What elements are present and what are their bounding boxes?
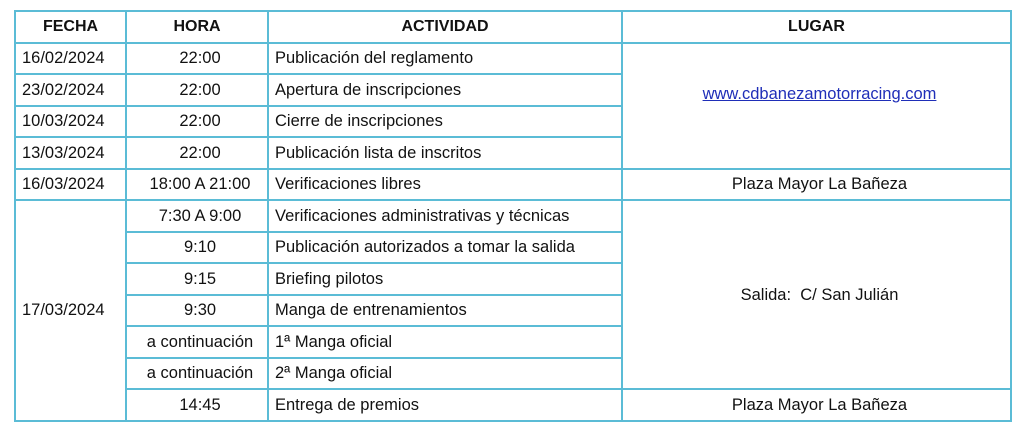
fecha-cell: 16/02/2024	[15, 43, 126, 75]
fecha-cell: 13/03/2024	[15, 137, 126, 169]
actividad-cell: 2ª Manga oficial	[268, 358, 622, 390]
header-actividad: ACTIVIDAD	[268, 11, 622, 43]
actividad-cell: Publicación autorizados a tomar la salida	[268, 232, 622, 264]
hora-cell: 18:00 A 21:00	[126, 169, 268, 201]
actividad-cell: Publicación lista de inscritos	[268, 137, 622, 169]
website-link[interactable]: www.cdbanezamotorracing.com	[702, 84, 937, 103]
actividad-cell: Briefing pilotos	[268, 263, 622, 295]
actividad-cell: 1ª Manga oficial	[268, 326, 622, 358]
actividad-cell: Apertura de inscripciones	[268, 74, 622, 106]
hora-cell: 9:30	[126, 295, 268, 327]
hora-cell: 14:45	[126, 389, 268, 421]
fecha-cell: 16/03/2024	[15, 169, 126, 201]
hora-cell: a continuación	[126, 326, 268, 358]
actividad-cell: Entrega de premios	[268, 389, 622, 421]
table-row	[15, 169, 1011, 201]
actividad-cell: Publicación del reglamento	[268, 43, 622, 75]
fecha-cell: 23/02/2024	[15, 74, 126, 106]
schedule-table-wrapper	[14, 10, 1012, 422]
fecha-cell: 10/03/2024	[15, 106, 126, 138]
header-fecha: FECHA	[15, 11, 126, 43]
hora-cell: 22:00	[126, 106, 268, 138]
actividad-cell: Verificaciones administrativas y técnicas	[268, 200, 622, 232]
fecha-cell-merged: 17/03/2024	[15, 200, 126, 421]
schedule-table	[14, 10, 1012, 422]
lugar-cell: Plaza Mayor La Bañeza	[622, 169, 1011, 201]
hora-cell: 9:15	[126, 263, 268, 295]
lugar-website-cell	[622, 43, 1011, 169]
hora-cell: 22:00	[126, 74, 268, 106]
actividad-cell: Verificaciones libres	[268, 169, 622, 201]
header-row	[15, 11, 1011, 43]
actividad-cell: Cierre de inscripciones	[268, 106, 622, 138]
table-row	[15, 200, 1011, 232]
table-row	[15, 43, 1011, 75]
lugar-cell-salida: Salida: C/ San Julián	[622, 200, 1011, 389]
hora-cell: a continuación	[126, 358, 268, 390]
hora-cell: 9:10	[126, 232, 268, 264]
lugar-cell: Plaza Mayor La Bañeza	[622, 389, 1011, 421]
table-row	[15, 389, 1011, 421]
hora-cell: 22:00	[126, 137, 268, 169]
actividad-cell: Manga de entrenamientos	[268, 295, 622, 327]
hora-cell: 22:00	[126, 43, 268, 75]
header-hora: HORA	[126, 11, 268, 43]
hora-cell: 7:30 A 9:00	[126, 200, 268, 232]
header-lugar: LUGAR	[622, 11, 1011, 43]
